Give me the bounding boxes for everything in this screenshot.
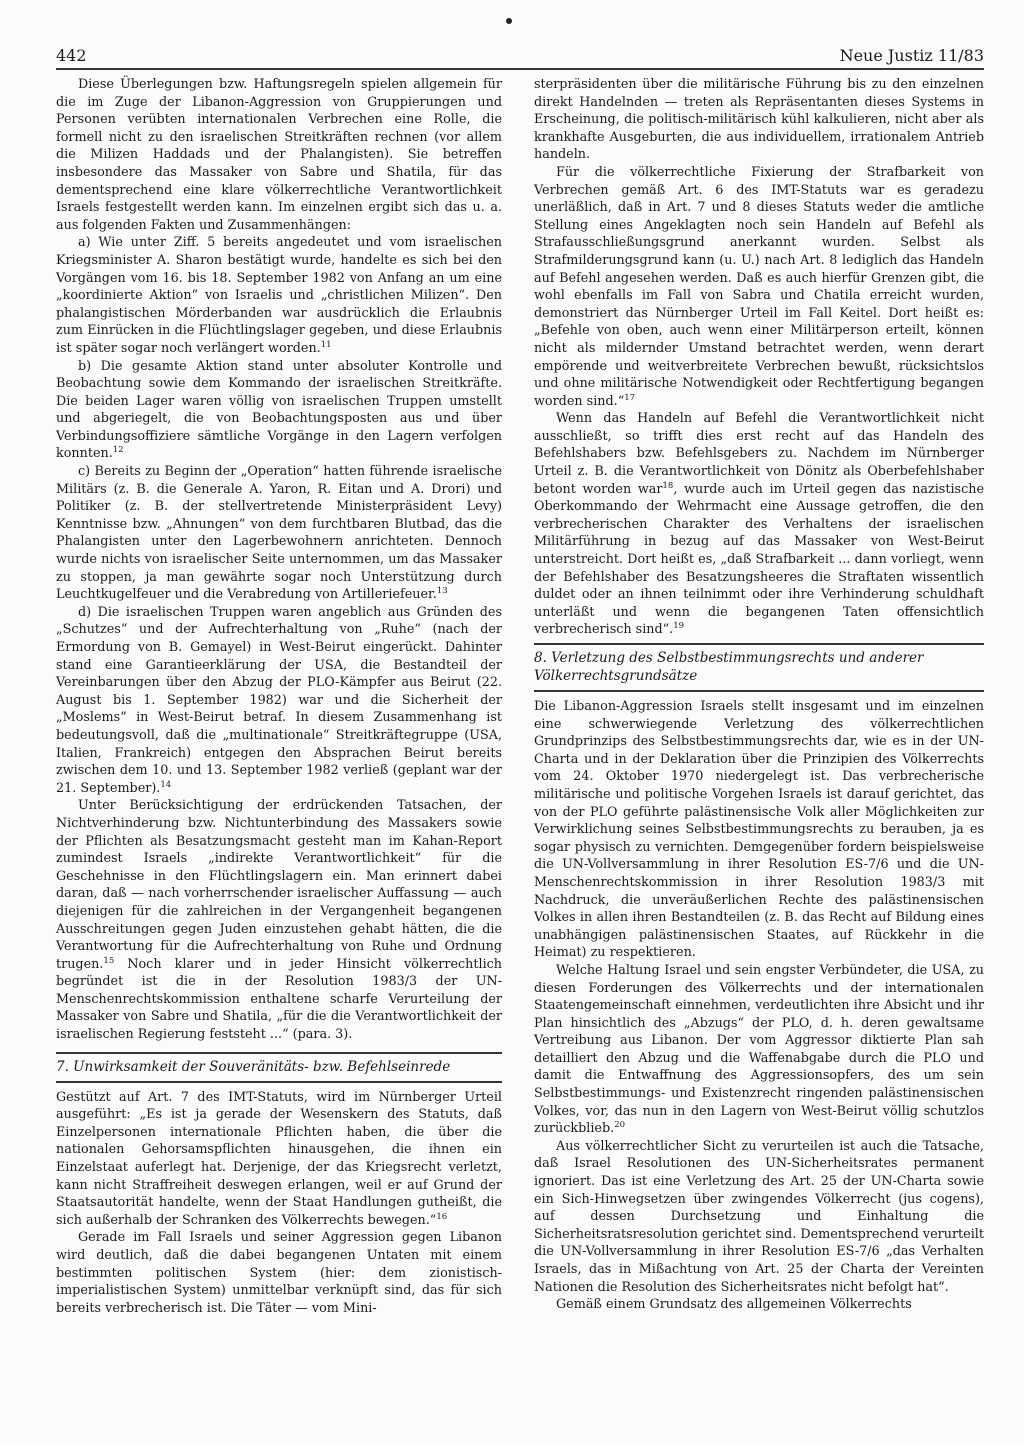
journal-title: Neue Justiz 11/83: [839, 46, 984, 65]
footnote-ref: 13: [436, 585, 448, 596]
section-heading-7: 7. Unwirksamkeit der Souveränitäts- bzw. Befehlseinrede: [56, 1052, 502, 1083]
paragraph: sterpräsidenten über die militärische Führung bis zu den einzelnen direkt Handelnden — treten als Repräsentanten dieses Systems in Erscheinung, die politisch-militärisch kühl kalkulieren, nicht aber als krankhafte Ausgeburten, die aus individuellem, irrationalem Antrieb handeln.: [534, 77, 984, 163]
ink-dot: [506, 18, 512, 24]
paragraph: Gemäß einem Grundsatz des allgemeinen Völkerrechts: [556, 1297, 912, 1313]
footnote-ref: 19: [673, 621, 685, 632]
footnote-ref: 11: [320, 339, 332, 350]
footnote-ref: 15: [103, 955, 115, 966]
footnote-ref: 14: [160, 779, 172, 790]
paragraph: b) Die gesamte Aktion stand unter absoluter Kontrolle und Beobachtung sowie dem Kommando der israelischen Streitkräfte. Die beiden Lager waren völlig von israelischen Truppen umstellt und abgeriegelt, die von Beobachtungsposten aus und über Verbindungsoffiziere sämtliche Vorgänge in den Lagern verfolgen konnten.$^{12}$: [56, 358, 502, 462]
left-column: [56, 76, 502, 1317]
right-column: [534, 76, 984, 1314]
paragraph: Für die völkerrechtliche Fixierung der Strafbarkeit von Verbrechen gemäß Art. 6 des IMT-Statuts war es geradezu unerläßlich, daß in Art. 7 und 8 dieses Statuts weder die amtliche Stellung eines Angeklagten noch sein Handeln auf Befehl als Strafausschließungsgrund anerkannt wurden. Selbst als Strafmilderungsgrund kann (u. U.) nach Art. 8 lediglich das Handeln auf Befehl angesehen werden. Daß es auch hierfür Grenzen gibt, die wohl ebenfalls im Fall von Sabra und Chatila erreicht wurden, demonstriert das Nürnberger Urteil im Fall Keitel. Dort heißt es: „Befehle von oben, auch wenn einer Militärperson erteilt, können nicht als mildernder Umstand betrachtet werden, wenn derart empörende und weitverbreitete Verbrechen bewußt, rücksichtslos und ohne militärische Notwendigkeit oder Rechtfertigung begangen worden sind.“$^{17}$: [534, 164, 984, 409]
footnote-ref: 16: [436, 1211, 448, 1222]
paragraph: Unter Berücksichtigung der erdrückenden Tatsachen, der Nichtverhinderung bzw. Nichtunterbindung des Massakers sowie der Pflichten als Besatzungsmacht gesteht man im Kahan-Report zumindest Israels „indirekte Verantwortlichkeit“ für die Geschehnisse in den Flüchtlingslagern ein. Man erinnert dabei daran, daß — nach vorherrschender israelischer Auffassung — auch diejenigen für die zahlreichen in der Vergangenheit begangenen Ausschreitungen gegen Juden einzustehen gehabt hätten, die die Verantwortung für die Aufrechterhaltung von Ruhe und Ordnung trugen.$^{15}$ Noch klarer und in jeder Hinsicht völkerrechtlich begründet ist die in der Resolution 1983/3 der UN-Menschenrechtskommission enthaltene scharfe Verurteilung der Massaker von Sabre und Shatila, „für die die Verantwortlichkeit der israelischen Regierung feststeht ...“ (para. 3).: [56, 798, 502, 1043]
paragraph: Aus völkerrechtlicher Sicht zu verurteilen ist auch die Tatsache, daß Israel Resolutionen des UN-Sicherheitsrates permanent ignoriert. Das ist eine Verletzung des Art. 25 der UN-Charta sowie ein Sich-Hinwegsetzen über zwingendes Völkerrecht (jus cogens), auf dessen Durchsetzung und Einhaltung die Sicherheitsratsresolution gerichtet sind. Dementsprechend verurteilt die UN-Vollversammlung in ihrer Resolution ES-7/6 „das Verhalten Israels, das in Mißachtung von Art. 25 der Charta der Vereinten Nationen die Resolution des Sicherheitsrates nicht befolgt hat“.: [534, 1138, 984, 1295]
page-number: 442: [56, 46, 87, 65]
paragraph: Wenn das Handeln auf Befehl die Verantwortlichkeit nicht ausschließt, so trifft dies erst recht auf das Handeln des Befehlshabers bzw. Befehlsgebers zu. Nachdem im Nürnberger Urteil z. B. die Verantwortlichkeit von Dönitz als Oberbefehlshaber betont worden war$^{18}$, wurde auch im Urteil gegen das nazistische Oberkommando der Wehrmacht eine Aussage getroffen, die den verbrecherischen Charakter des Verhaltens der israelischen Militärführung in bezug auf das Massaker von West-Beirut unterstreicht. Dort heißt es, „daß Strafbarkeit ... dann vorliegt, wenn der Befehlshaber des Besatzungsheeres die Straftaten wissentlich duldet oder an ihnen teilnimmt oder ihre Verhinderung schuldhaft unterläßt und wenn die begangenen Taten offensichtlich verbrecherisch sind“.$^{19}$: [534, 411, 984, 638]
paragraph: c) Bereits zu Beginn der „Operation“ hatten führende israelische Militärs (z. B. die Generale A. Yaron, R. Eitan und A. Drori) und Politiker (z. B. der stellvertretende Ministerpräsident Levy) Kenntnisse bzw. „Ahnungen“ von dem furchtbaren Blutbad, das die Phalangisten unter den Lagerbewohnern anrichteten. Dennoch wurde nichts von israelischer Seite unternommen, um das Massaker zu stoppen, ja man gewährte sogar noch Unterstützung durch Leuchtkugelfeuer und die Verabredung von Artilleriefeuer.$^{13}$: [56, 464, 502, 603]
paragraph: Die Libanon-Aggression Israels stellt insgesamt und im einzelnen eine schwerwiegende Verletzung des völkerrechtlichen Grundprinzips des Selbstbestimmungsrechts dar, wie es in der UN-Charta und in der Deklaration über die Prinzipien des Völkerrechts vom 24. Oktober 1970 niedergelegt ist. Das verbrecherische militärische und politische Vorgehen Israels ist darauf gerichtet, das von der PLO geführte palästinensische Volk aller Möglichkeiten zur Verwirklichung seines Selbstbestimmungsrechts zu berauben, ja es sogar physisch zu vernichten. Demgegenüber fordern beispielsweise die UN-Vollversammlung in ihrer Resolution ES-7/6 und die UN-Menschenrechtskommission in ihrer Resolution 1983/3 mit Nachdruck, die unveräußerlichen Rechte des palästinensischen Volkes in allen ihren Bestandteilen (z. B. das Recht auf Bildung eines unabhängigen palästinensischen Staates, auf Rückkehr in die Heimat) zu respektieren.: [534, 699, 984, 961]
footnote-ref: 17: [624, 392, 636, 403]
section-heading-8: 8. Verletzung des Selbstbestimmungsrechts und anderer Völkerrechtsgrundsätze: [534, 643, 984, 692]
paragraph: Welche Haltung Israel und sein engster Verbündeter, die USA, zu diesen Forderungen des Völkerrechts und der internationalen Staatengemeinschaft einnehmen, verdeutlichten ihre Absicht und ihr Plan hinsichtlich des „Abzugs“ der PLO, d. h. deren gewaltsame Vertreibung aus Libanon. Der vom Aggressor diktierte Plan sah detailliert den Abzug und die Waffenabgabe durch die PLO und damit die Entwaffnung des Aggressionsopfers, des um sein Selbstbestimmungs- und Existenzrecht ringenden palästinensischen Volkes, vor, das nun in den Lagern von West-Beirut völlig schutzlos zurückblieb.$^{20}$: [534, 962, 984, 1137]
page-header: [56, 42, 984, 70]
paragraph: Diese Überlegungen bzw. Haftungsregeln spielen allgemein für die im Zuge der Libanon-Aggression von Gruppierungen und Personen verübten internationalen Verbrechen eine Rolle, die formell nicht zu den israelischen Streitkräften rechnen (vor allem die Milizen Haddads und der Phalangisten). Sie betreffen insbesondere das Massaker von Sabre und Shatila, für das dementsprechend eine klare völkerrechtliche Verantwortlichkeit Israels festgestellt werden kann. Im einzelnen ergibt sich das u. a. aus folgenden Fakten und Zusammenhängen:: [56, 77, 502, 233]
footnote-ref: 12: [112, 445, 124, 456]
footnote-ref: 20: [614, 1120, 626, 1130]
paragraph: Gestützt auf Art. 7 des IMT-Statuts, wird im Nürnberger Urteil ausgeführt: „Es ist ja gerade der Wesenskern des Statuts, daß Einzelpersonen internationale Pflichten haben, die über die nationalen Gehorsamspflichten hinausgehen, die ihnen ein Einzelstaat auferlegt hat. Derjenige, der das Kriegsrecht verletzt, kann nicht Straffreiheit deswegen erlangen, weil er auf Grund der Staatsautorität handelte, wenn der Staat Handlungen gutheißt, die sich außerhalb der Schranken des Völkerrechts bewegen.“$^{16}$: [56, 1089, 502, 1228]
paragraph: Gerade im Fall Israels und seiner Aggression gegen Libanon wird deutlich, daß die dabei begangenen Untaten mit einem bestimmten politischen System (hier: dem zionistisch-imperialistischen System) unmittelbar verknüpft sind, das für sich bereits verbrecherisch ist. Die Täter — vom Mini-: [56, 1230, 502, 1316]
footnote-ref: 18: [662, 480, 674, 491]
paragraph: d) Die israelischen Truppen waren angeblich aus Gründen des „Schutzes“ und der Aufrechterhaltung von „Ruhe“ (nach der Ermordung von B. Gemayel) in West-Beirut eingerückt. Dahinter stand eine Garantieerklärung der USA, die Bestandteil der Vereinbarungen über den Abzug der PLO-Kämpfer aus Beirut (22. August bis 1. September 1982) war und die Sicherheit der „Moslems“ in West-Beirut betraf. In diesem Zusammenhang ist bedeutungsvoll, daß die „multinationale“ Streitkräftegruppe (USA, Italien, Frankreich) entgegen den Absprachen Beirut bereits zwischen dem 10. und 13. September 1982 verließ (geplant war der 21. September).$^{14}$: [56, 604, 502, 796]
paragraph: a) Wie unter Ziff. 5 bereits angedeutet und vom israelischen Kriegsminister A. Sharon bestätigt wurde, handelte es sich bei den Vorgängen vom 16. bis 18. September 1982 von Anfang an um eine „koordinierte Aktion“ von Israelis und „christlichen Milizen“. Den phalangistischen Mörderbanden war ausdrücklich die Erlaubnis zum Einrücken in die Flüchtlingslager gegeben, und diese Erlaubnis ist später sogar noch verlängert worden.$^{11}$: [56, 235, 502, 356]
